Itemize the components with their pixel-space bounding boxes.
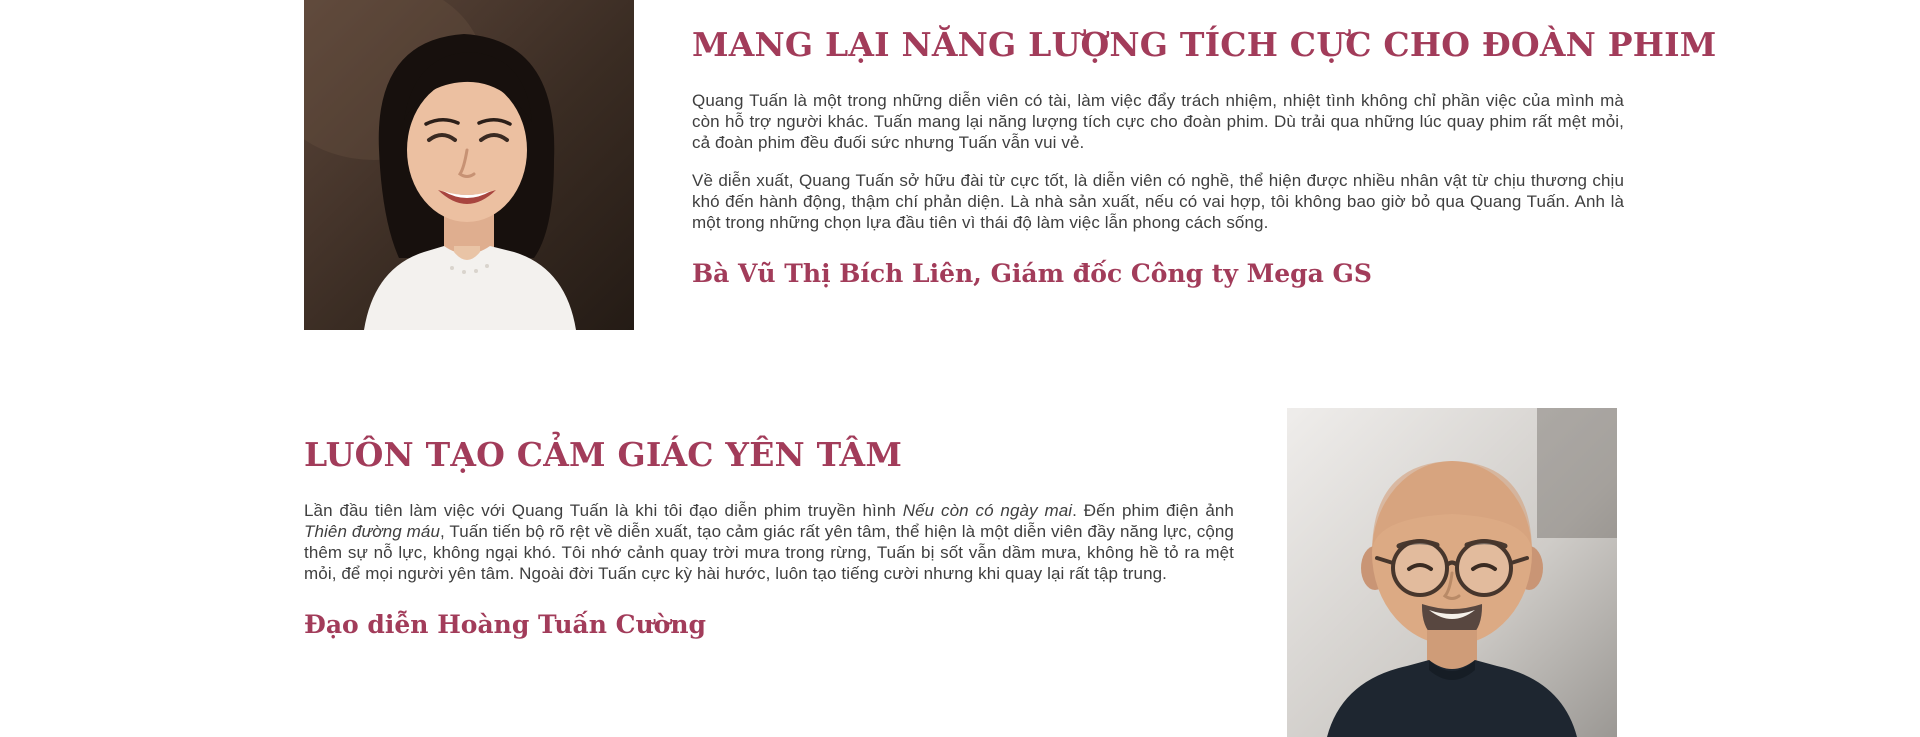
director-paragraph-part-1: Lần đầu tiên làm việc với Quang Tuấn là khi tôi đạo diễn phim truyền hình <box>304 500 903 520</box>
film-title-neu-con-co-ngay-mai: Nếu còn có ngày mai <box>902 500 1073 520</box>
portrait-man-illustration <box>1287 408 1617 737</box>
portrait-woman-illustration <box>304 0 634 330</box>
section-mega-gs <box>692 25 1717 289</box>
mega-gs-paragraph-2: Về diễn xuất, Quang Tuấn sở hữu đài từ cực tốt, là diễn viên có nghề, thể hiện được nhiều nhân vật từ chịu thương chịu khó đến hành động, thậm chí phản diện. Là nhà sản xuất, nếu có vai hợp, tôi không bao giờ bỏ qua Quang Tuấn. Anh là một trong những chọn lựa đầu tiên vì thái độ làm việc lẫn phong cách sống. <box>692 171 1624 233</box>
signature-hoang-tuan-cuong: Đạo diễn Hoàng Tuấn Cường <box>304 610 707 640</box>
section-director <box>304 436 1234 640</box>
film-title-thien-duong-mau: Thiên đường máu <box>304 522 441 542</box>
photo-vu-thi-bich-lien <box>304 0 634 330</box>
director-paragraph-part-3: , Tuấn tiến bộ rõ rệt về diễn xuất, tạo cảm giác rất yên tâm, thể hiện là một diễn viên đầy năng lực, cộng thêm sự nỗ lực, không ngại khó. Tôi nhớ cảnh quay trời mưa trong rừng, Tuấn bị sốt vẫn dầm mưa, không hề tỏ ra mệt mỏi, để mọi người yên tâm. Ngoài đời Tuấn cực kỳ hài hước, luôn tạo tiếng cười nhưng khi quay lại rất tập trung. <box>304 522 1234 584</box>
photo-hoang-tuan-cuong <box>1287 408 1617 737</box>
section-heading-mega-gs: MANG LẠI NĂNG LƯỢNG TÍCH CỰC CHO ĐOÀN PHIM <box>692 25 1717 64</box>
section-heading-director: LUÔN TẠO CẢM GIÁC YÊN TÂM <box>304 435 903 474</box>
mega-gs-paragraph-1: Quang Tuấn là một trong những diễn viên có tài, làm việc đẩy trách nhiệm, nhiệt tình không chỉ phần việc của mình mà còn hỗ trợ người khác. Tuấn mang lại năng lượng tích cực cho đoàn phim. Dù trải qua những lúc quay phim rất mệt mỏi, cả đoàn phim đều đuối sức nhưng Tuấn vẫn vui vẻ. <box>692 90 1624 153</box>
director-paragraph-part-2: . Đến phim điện ảnh <box>1072 500 1234 520</box>
signature-vu-thi-bich-lien: Bà Vũ Thị Bích Liên, Giám đốc Công ty Mega GS <box>692 259 1372 289</box>
director-paragraph <box>304 500 1234 584</box>
